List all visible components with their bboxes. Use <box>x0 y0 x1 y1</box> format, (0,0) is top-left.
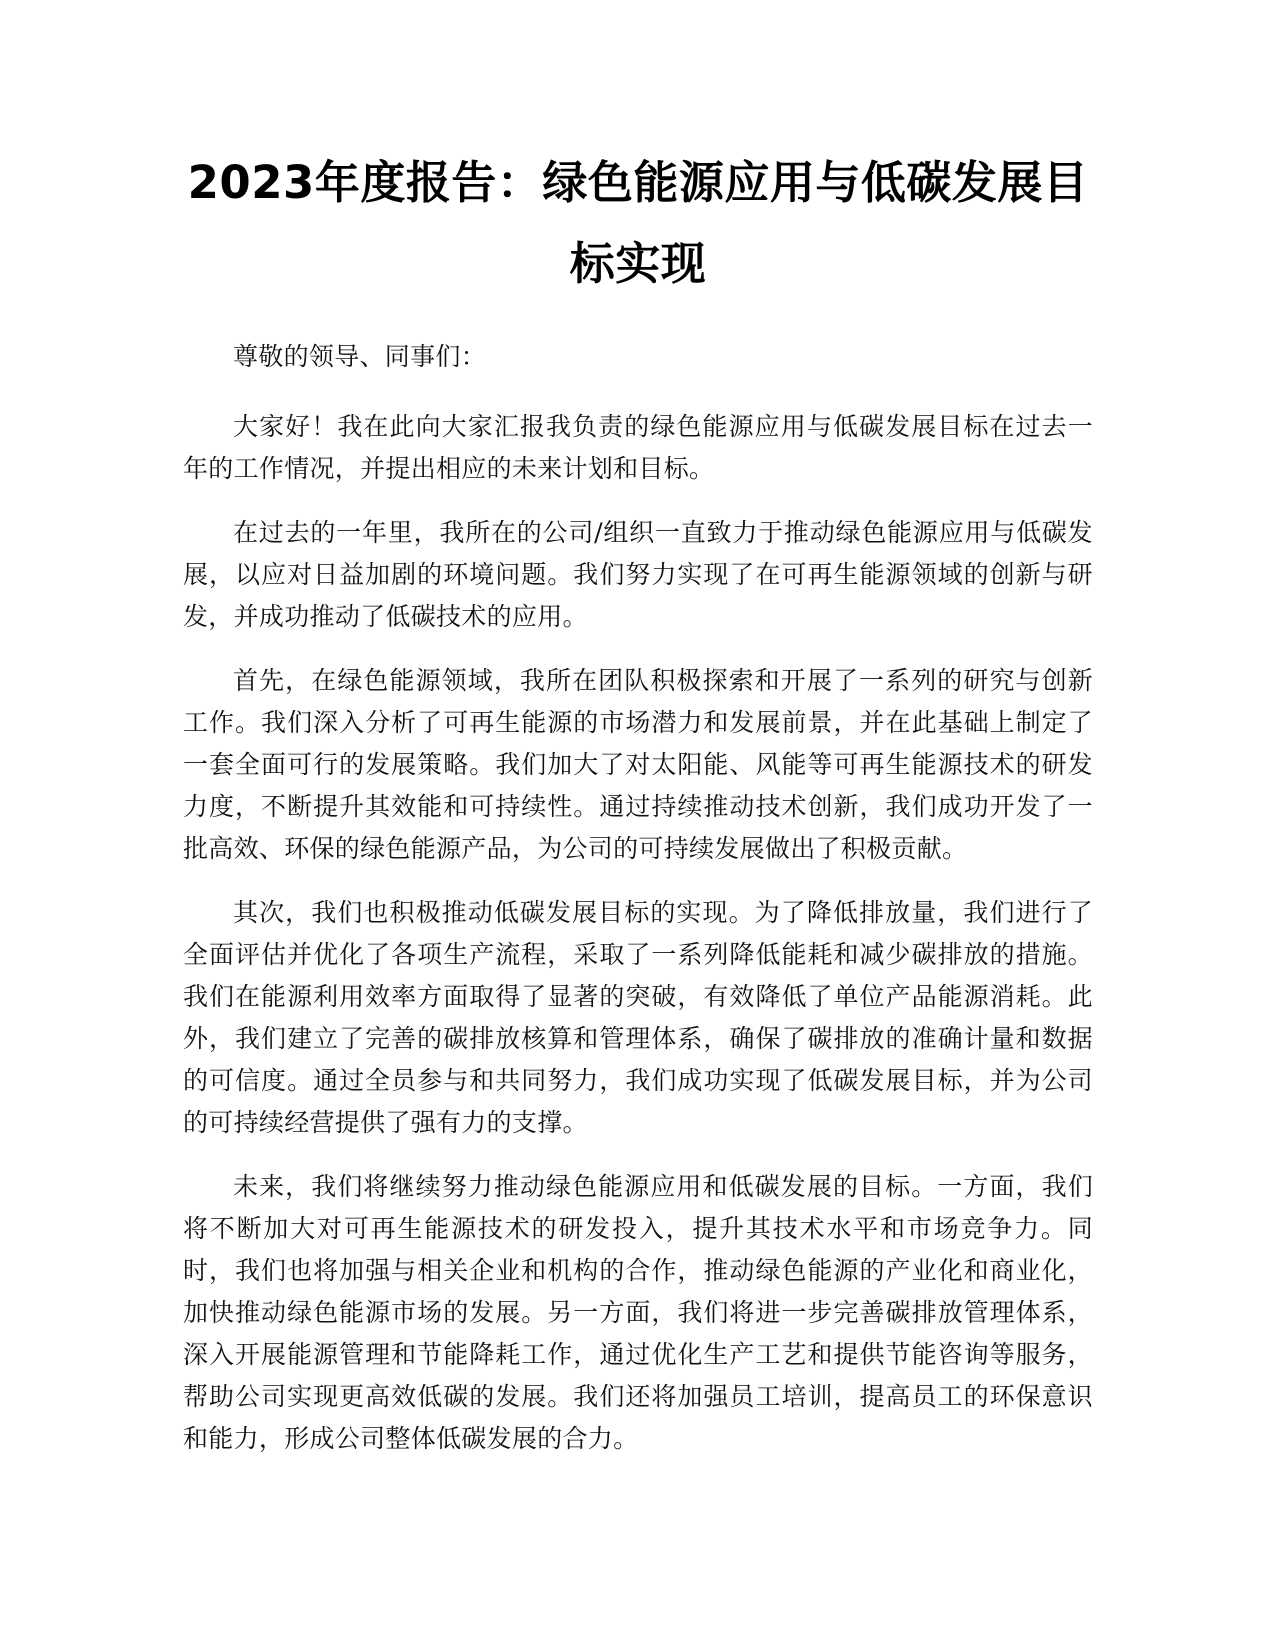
paragraph-future-plan: 未来，我们将继续努力推动绿色能源应用和低碳发展的目标。一方面，我们将不断加大对可再生能源技术的研发投入，提升其技术水平和市场竞争力。同时，我们也将加强与相关企业和机构的合作，推动绿色能源的产业化和商业化，加快推动绿色能源市场的发展。另一方面，我们将进一步完善碳排放管理体系，深入开展能源管理和节能降耗工作，通过优化生产工艺和提供节能咨询等服务，帮助公司实现更高效低碳的发展。我们还将加强员工培训，提高员工的环保意识和能力，形成公司整体低碳发展的合力。 <box>183 1172 1093 1453</box>
paragraph-intro: 大家好！我在此向大家汇报我负责的绿色能源应用与低碳发展目标在过去一年的工作情况，并提出相应的未来计划和目标。 <box>183 412 1093 483</box>
paragraph-overview: 在过去的一年里，我所在的公司/组织一直致力于推动绿色能源应用与低碳发展，以应对日益加剧的环境问题。我们努力实现了在可再生能源领域的创新与研发，并成功推动了低碳技术的应用。 <box>183 518 1093 631</box>
document-page <box>183 142 1093 1482</box>
document-title: 2023年度报告：绿色能源应用与低碳发展目标实现 <box>187 156 1089 290</box>
greeting-line: 尊敬的领导、同事们： <box>233 342 487 371</box>
paragraph-green-energy: 首先，在绿色能源领域，我所在团队积极探索和开展了一系列的研究与创新工作。我们深入分析了可再生能源的市场潜力和发展前景，并在此基础上制定了一套全面可行的发展策略。我们加大了对太阳能、风能等可再生能源技术的研发力度，不断提升其效能和可持续性。通过持续推动技术创新，我们成功开发了一批高效、环保的绿色能源产品，为公司的可持续发展做出了积极贡献。 <box>183 666 1093 863</box>
paragraph-low-carbon: 其次，我们也积极推动低碳发展目标的实现。为了降低排放量，我们进行了全面评估并优化了各项生产流程，采取了一系列降低能耗和减少碳排放的措施。我们在能源利用效率方面取得了显著的突破，有效降低了单位产品能源消耗。此外，我们建立了完善的碳排放核算和管理体系，确保了碳排放的准确计量和数据的可信度。通过全员参与和共同努力，我们成功实现了低碳发展目标，并为公司的可持续经营提供了强有力的支撑。 <box>183 898 1093 1137</box>
